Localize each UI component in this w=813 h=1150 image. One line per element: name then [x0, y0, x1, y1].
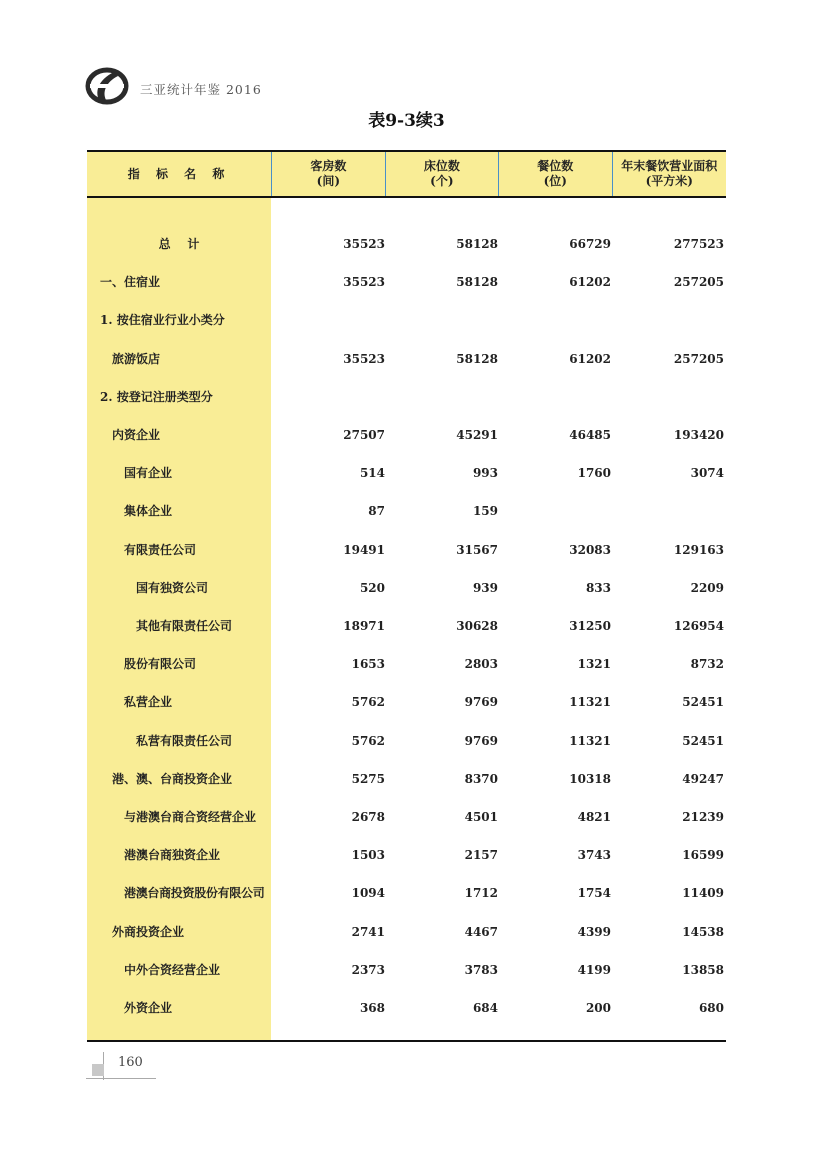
header-area-unit: (平方米)	[645, 174, 693, 188]
cell-beds: 4467	[464, 924, 498, 939]
cell-area: 11409	[682, 886, 724, 901]
cell-rooms: 2678	[351, 810, 385, 824]
cell-rooms: 27507	[343, 428, 385, 442]
cell-beds: 939	[472, 580, 498, 595]
cell-beds: 684	[472, 1001, 498, 1015]
row-label: 国有独资公司	[136, 580, 209, 595]
cell-seats: 4399	[577, 924, 611, 939]
table-row	[87, 270, 726, 294]
cell-rooms: 18971	[343, 619, 385, 633]
table-title: 表9-3续3	[368, 111, 445, 131]
row-label: 外资企业	[124, 1001, 173, 1015]
cell-rooms: 5275	[351, 771, 385, 786]
cell-seats: 10318	[569, 771, 611, 786]
cell-beds: 1712	[464, 886, 498, 901]
table-row	[87, 652, 726, 676]
cell-seats: 3743	[577, 848, 611, 863]
table-row	[87, 843, 726, 867]
cell-seats: 4821	[577, 810, 611, 824]
row-label: 集体企业	[124, 504, 173, 519]
cell-area: 8732	[690, 657, 724, 672]
row-label: 港澳台商独资企业	[124, 848, 221, 863]
cell-rooms: 19491	[343, 542, 385, 557]
cell-seats: 1760	[577, 466, 611, 481]
cell-area: 13858	[682, 962, 724, 977]
cell-area: 14538	[682, 924, 724, 939]
cell-area: 3074	[690, 466, 724, 481]
cell-beds: 4501	[464, 810, 498, 824]
cell-rooms: 520	[359, 580, 385, 595]
table-row	[87, 805, 726, 829]
cell-seats: 31250	[569, 619, 611, 633]
row-label: 2. 按登记注册类型分	[100, 389, 213, 404]
cell-beds: 9769	[464, 695, 498, 710]
cell-area: 21239	[682, 810, 724, 824]
footer-marker-icon	[92, 1064, 104, 1076]
cell-seats: 46485	[569, 428, 611, 442]
table-row	[87, 614, 726, 638]
table-row	[87, 729, 726, 753]
table-row	[87, 308, 726, 332]
row-label: 中外合资经营企业	[124, 962, 221, 977]
cell-beds: 45291	[456, 428, 498, 442]
header-rooms-unit: (间)	[316, 174, 341, 188]
header-seats-unit: (位)	[543, 174, 567, 188]
row-label: 国有企业	[124, 466, 173, 481]
row-label: 股份有限公司	[124, 657, 197, 672]
cell-seats: 32083	[569, 542, 611, 557]
cell-seats: 833	[585, 580, 611, 595]
cell-beds: 31567	[456, 542, 498, 557]
table-row	[87, 461, 726, 485]
cell-rooms: 35523	[343, 237, 385, 251]
cell-seats: 200	[585, 1001, 611, 1015]
cell-rooms: 35523	[343, 351, 385, 366]
row-label: 总 计	[158, 237, 200, 251]
table-row	[87, 499, 726, 523]
row-label: 内资企业	[112, 428, 161, 442]
row-label: 有限责任公司	[124, 542, 197, 557]
cell-area: 680	[698, 1001, 724, 1015]
cell-rooms: 1653	[351, 657, 385, 672]
cell-beds: 30628	[456, 619, 498, 633]
cell-area: 52451	[682, 695, 724, 710]
header-rooms	[271, 152, 384, 196]
cell-seats: 66729	[569, 237, 611, 251]
cell-seats: 4199	[577, 962, 611, 977]
table-row	[87, 996, 726, 1020]
cell-rooms: 368	[359, 1001, 385, 1015]
cell-beds: 2803	[464, 657, 498, 672]
row-label: 与港澳台商合资经营企业	[124, 810, 257, 824]
cell-seats: 61202	[569, 275, 611, 290]
table-row	[87, 920, 726, 944]
row-label: 一、住宿业	[100, 275, 161, 290]
cell-seats: 11321	[569, 733, 611, 748]
cell-area: 257205	[673, 275, 724, 290]
cell-beds: 58128	[456, 351, 498, 366]
table-row	[87, 423, 726, 447]
row-label: 私营有限责任公司	[136, 733, 233, 748]
cell-rooms: 35523	[343, 275, 385, 290]
cell-area: 126954	[673, 619, 724, 633]
cell-rooms: 2373	[351, 962, 385, 977]
row-label: 1. 按住宿业行业小类分	[100, 313, 225, 328]
cell-area: 2209	[690, 580, 724, 595]
page-number: 160	[118, 1055, 143, 1070]
cell-area: 277523	[673, 237, 724, 251]
header-indicator	[87, 152, 271, 196]
footer-divider-horizontal	[86, 1078, 156, 1079]
header-beds-unit: (个)	[430, 174, 454, 188]
cell-rooms: 5762	[351, 695, 385, 710]
cell-beds: 3783	[464, 962, 498, 977]
cell-seats: 11321	[569, 695, 611, 710]
cell-seats: 1754	[577, 886, 611, 901]
statistics-table	[87, 150, 726, 1042]
cell-rooms: 87	[368, 504, 385, 519]
header-seats	[498, 152, 611, 196]
cell-beds: 2157	[464, 848, 498, 863]
cell-beds: 9769	[464, 733, 498, 748]
table-row	[87, 881, 726, 905]
cell-area: 16599	[682, 848, 724, 863]
row-label: 旅游饭店	[112, 351, 161, 366]
cell-beds: 159	[472, 504, 498, 519]
table-row	[87, 576, 726, 600]
table-header	[87, 150, 726, 198]
header-area	[612, 152, 726, 196]
header-indicator-label: 指 标 名 称	[127, 166, 231, 181]
cell-seats: 61202	[569, 351, 611, 366]
cell-rooms: 2741	[351, 924, 385, 939]
table-row	[87, 690, 726, 714]
header-seats-name: 餐位数	[537, 159, 574, 173]
row-label: 其他有限责任公司	[136, 619, 233, 633]
cell-beds: 58128	[456, 237, 498, 251]
cell-rooms: 1094	[351, 886, 385, 901]
row-label: 港、澳、台商投资企业	[112, 771, 233, 786]
cell-rooms: 1503	[351, 848, 385, 863]
table-row	[87, 958, 726, 982]
cell-area: 257205	[673, 351, 724, 366]
cell-rooms: 514	[359, 466, 385, 481]
table-body	[87, 198, 726, 1042]
cell-beds: 58128	[456, 275, 498, 290]
cell-beds: 993	[472, 466, 498, 481]
row-label: 港澳台商投资股份有限公司	[124, 886, 265, 901]
table-row	[87, 385, 726, 409]
cell-area: 129163	[673, 542, 724, 557]
header-rooms-name: 客房数	[310, 159, 347, 173]
table-row	[87, 347, 726, 371]
cell-beds: 8370	[464, 771, 498, 786]
cell-area: 193420	[673, 428, 724, 442]
header-beds	[385, 152, 498, 196]
table-row	[87, 767, 726, 791]
cell-rooms: 5762	[351, 733, 385, 748]
table-row	[87, 538, 726, 562]
yearbook-logo-icon	[84, 66, 130, 106]
header-beds-name: 床位数	[423, 159, 460, 173]
cell-area: 49247	[682, 771, 724, 786]
yearbook-title: 三亚统计年鉴 2016	[140, 82, 262, 97]
table-row	[87, 232, 726, 256]
row-label: 外商投资企业	[112, 924, 185, 939]
row-label: 私营企业	[124, 695, 173, 710]
cell-area: 52451	[682, 733, 724, 748]
cell-seats: 1321	[577, 657, 611, 672]
header-area-name: 年末餐饮营业面积	[621, 159, 718, 173]
